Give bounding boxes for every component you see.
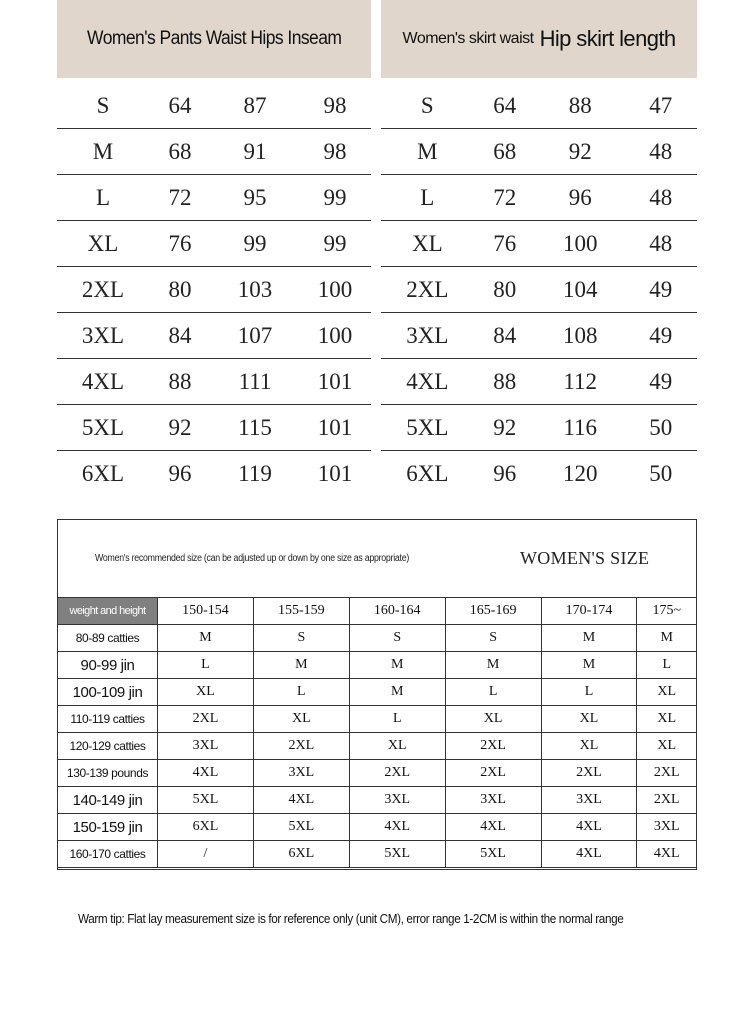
pants-size-row (57, 313, 371, 359)
pants-size-cell: 100 (299, 313, 371, 359)
recommended-size-cell: XL (637, 679, 697, 706)
height-range-header: 155-159 (253, 598, 349, 625)
pants-size-row (57, 359, 371, 405)
pants-size-cell: 101 (317, 460, 353, 486)
skirt-size-cell: 50 (625, 405, 697, 451)
pants-size-cell: 96 (168, 460, 192, 486)
skirt-size-cell: 72 (474, 175, 536, 221)
recommended-size-cell: 3XL (158, 733, 254, 760)
pants-size-cell: 88 (149, 359, 211, 405)
pants-size-cell: XL (57, 221, 149, 267)
pants-size-cell: 92 (149, 405, 211, 451)
weight-range-label: 120-129 catties (58, 733, 158, 760)
pants-size-cell: 76 (149, 221, 211, 267)
pants-size-header (57, 0, 371, 78)
weight-height-corner-label: weight and height (58, 598, 158, 625)
skirt-size-row (381, 359, 697, 405)
recommended-size-cell: 2XL (637, 787, 697, 814)
skirt-size-cell: 3XL (381, 313, 474, 359)
skirt-size-cell: 48 (625, 129, 697, 175)
pants-size-table (57, 83, 371, 496)
pants-size-cell: 84 (149, 313, 211, 359)
height-range-header: 165-169 (445, 598, 541, 625)
recommended-size-cell: M (541, 625, 637, 652)
recommended-size-cell: 5XL (253, 814, 349, 841)
pants-size-cell: 80 (149, 267, 211, 313)
skirt-size-cell: 100 (536, 221, 625, 267)
skirt-size-row (381, 451, 697, 497)
weight-range-label: 130-139 pounds (58, 760, 158, 787)
weight-range-label: 80-89 catties (58, 625, 158, 652)
skirt-size-cell: 84 (474, 313, 536, 359)
skirt-size-cell: 49 (625, 359, 697, 405)
skirt-size-cell: 64 (474, 83, 536, 129)
weight-range-label: 100-109 jin (58, 679, 158, 706)
pants-size-row (57, 405, 371, 451)
recommended-size-cell: M (541, 652, 637, 679)
skirt-size-cell: 5XL (381, 405, 474, 451)
skirt-size-cell: 96 (536, 175, 625, 221)
recommended-size-cell: 4XL (541, 814, 637, 841)
recommended-size-cell: 6XL (253, 841, 349, 868)
skirt-size-cell: 50 (649, 460, 673, 486)
weight-range-label: 160-170 catties (58, 841, 158, 868)
skirt-size-cell: 104 (536, 267, 625, 313)
skirt-size-cell: 49 (625, 267, 697, 313)
pants-size-cell: 101 (299, 359, 371, 405)
skirt-size-cell: 112 (536, 359, 625, 405)
skirt-size-cell: 120 (562, 460, 598, 486)
pants-size-cell: 99 (299, 221, 371, 267)
pants-size-cell: 3XL (57, 313, 149, 359)
pants-size-cell: 72 (149, 175, 211, 221)
recommended-size-cell: M (349, 679, 445, 706)
pants-size-cell: 101 (299, 405, 371, 451)
pants-size-row (57, 221, 371, 267)
pants-size-row (57, 129, 371, 175)
skirt-size-cell: M (381, 129, 474, 175)
recommended-size-cell: 4XL (541, 841, 637, 868)
recommended-size-cell: 4XL (637, 841, 697, 868)
skirt-size-row (381, 221, 697, 267)
recommended-size-cell: 2XL (637, 760, 697, 787)
skirt-size-cell: 92 (474, 405, 536, 451)
warm-tip-note: Warm tip: Flat lay measurement size is for reference only (unit CM), error range 1-2CM is within the normal range (78, 911, 624, 926)
pants-size-cell: 95 (211, 175, 299, 221)
recommended-size-cell: 3XL (445, 787, 541, 814)
skirt-size-cell: 2XL (381, 267, 474, 313)
height-range-header: 170-174 (541, 598, 637, 625)
pants-size-row (57, 175, 371, 221)
skirt-size-cell: 108 (536, 313, 625, 359)
skirt-size-cell: 96 (493, 460, 517, 486)
recommended-size-cell: 5XL (158, 787, 254, 814)
skirt-size-cell: S (381, 83, 474, 129)
recommended-size-cell: 2XL (349, 760, 445, 787)
weight-range-label: 90-99 jin (58, 652, 158, 679)
recommended-size-cell: 3XL (637, 814, 697, 841)
recommended-size-chart (57, 519, 697, 870)
recommended-size-cell: L (158, 652, 254, 679)
recommended-size-cell: 2XL (158, 706, 254, 733)
recommended-size-cell: 4XL (253, 787, 349, 814)
recommended-size-cell: S (349, 625, 445, 652)
pants-size-cell: L (57, 175, 149, 221)
weight-row (58, 706, 697, 733)
skirt-size-row (381, 267, 697, 313)
weight-row (58, 652, 697, 679)
pants-size-cell: 6XL (81, 460, 125, 486)
recommended-size-cell: XL (637, 706, 697, 733)
recommended-size-cell: 4XL (158, 760, 254, 787)
pants-size-cell: 4XL (57, 359, 149, 405)
skirt-size-cell: 116 (536, 405, 625, 451)
recommended-size-cell: XL (158, 679, 254, 706)
recommended-size-cell: XL (253, 706, 349, 733)
recommended-size-cell: XL (541, 706, 637, 733)
recommended-size-cell: M (445, 652, 541, 679)
skirt-size-row (381, 405, 697, 451)
skirt-size-cell: 47 (625, 83, 697, 129)
skirt-size-cell: 88 (536, 83, 625, 129)
weight-row (58, 814, 697, 841)
recommended-size-cell: 3XL (253, 760, 349, 787)
skirt-size-cell: 4XL (381, 359, 474, 405)
pants-size-cell: 98 (299, 83, 371, 129)
skirt-size-row (381, 129, 697, 175)
weight-range-label: 150-159 jin (58, 814, 158, 841)
recommended-size-cell: 4XL (349, 814, 445, 841)
recommended-size-cell: L (637, 652, 697, 679)
pants-size-cell: 115 (211, 405, 299, 451)
pants-size-cell: 91 (211, 129, 299, 175)
skirt-size-row (381, 83, 697, 129)
pants-size-cell: 119 (238, 460, 272, 486)
pants-size-cell: 87 (211, 83, 299, 129)
skirt-size-cell: 49 (625, 313, 697, 359)
recommended-size-cell: S (253, 625, 349, 652)
weight-row (58, 760, 697, 787)
pants-size-cell: 64 (149, 83, 211, 129)
recommended-size-cell: 6XL (158, 814, 254, 841)
recommended-size-table (57, 597, 697, 868)
skirt-size-row (381, 175, 697, 221)
recommended-size-cell: M (637, 625, 697, 652)
skirt-header-big-text: Hip skirt length (539, 26, 676, 51)
weight-row (58, 733, 697, 760)
pants-size-cell: 2XL (57, 267, 149, 313)
recommended-size-cell: XL (541, 733, 637, 760)
recommended-size-cell: 2XL (445, 733, 541, 760)
recommended-size-cell: M (253, 652, 349, 679)
height-range-header: 160-164 (349, 598, 445, 625)
weight-row (58, 841, 697, 868)
pants-size-cell: 99 (211, 221, 299, 267)
weight-row (58, 625, 697, 652)
recommended-size-cell: 2XL (253, 733, 349, 760)
pants-size-cell: 99 (299, 175, 371, 221)
pants-size-cell: 111 (211, 359, 299, 405)
pants-size-row (57, 267, 371, 313)
recommended-size-title: Women's recommended size (can be adjusted up or down by one size as appropriate) (95, 553, 410, 564)
weight-range-label: 110-119 catties (58, 706, 158, 733)
skirt-size-cell: 6XL (406, 460, 449, 486)
recommended-size-cell: XL (349, 733, 445, 760)
pants-size-cell: 5XL (57, 405, 149, 451)
recommended-size-cell: M (158, 625, 254, 652)
recommended-size-cell: L (349, 706, 445, 733)
skirt-size-cell: 88 (474, 359, 536, 405)
skirt-size-cell: XL (381, 221, 474, 267)
weight-row (58, 679, 697, 706)
recommended-size-cell: L (445, 679, 541, 706)
recommended-size-cell: 2XL (445, 760, 541, 787)
skirt-size-row (381, 313, 697, 359)
recommended-size-cell: L (253, 679, 349, 706)
height-range-header: 175~ (637, 598, 697, 625)
pants-size-cell: M (57, 129, 149, 175)
recommended-size-cell: 3XL (541, 787, 637, 814)
skirt-size-cell: 80 (474, 267, 536, 313)
skirt-size-cell: L (381, 175, 474, 221)
skirt-size-cell: 68 (474, 129, 536, 175)
recommended-size-cell: M (349, 652, 445, 679)
height-header-row (58, 598, 697, 625)
skirt-size-cell: 92 (536, 129, 625, 175)
recommended-size-cell: 4XL (445, 814, 541, 841)
pants-size-cell: 100 (299, 267, 371, 313)
recommended-size-cell: 2XL (541, 760, 637, 787)
pants-size-row (57, 83, 371, 129)
weight-row (58, 787, 697, 814)
pants-size-cell: 98 (299, 129, 371, 175)
recommended-size-cell: XL (637, 733, 697, 760)
skirt-size-cell: 48 (625, 221, 697, 267)
pants-size-cell: 103 (211, 267, 299, 313)
recommended-size-cell: 5XL (445, 841, 541, 868)
skirt-size-cell: 48 (625, 175, 697, 221)
skirt-size-table (381, 83, 697, 496)
weight-range-label: 140-149 jin (58, 787, 158, 814)
recommended-size-cell: 3XL (349, 787, 445, 814)
recommended-size-cell: S (445, 625, 541, 652)
recommended-size-cell: 5XL (349, 841, 445, 868)
pants-size-row (57, 451, 371, 497)
pants-size-cell: 68 (149, 129, 211, 175)
recommended-size-cell: XL (445, 706, 541, 733)
height-range-header: 150-154 (158, 598, 254, 625)
pants-size-cell: S (57, 83, 149, 129)
skirt-header-small-text: Women's skirt waist (402, 30, 534, 47)
womens-size-heading: WOMEN'S SIZE (520, 548, 650, 568)
recommended-size-cell: L (541, 679, 637, 706)
skirt-size-header (381, 0, 697, 78)
pants-header-text: Women's Pants Waist Hips Inseam (86, 28, 342, 49)
pants-size-cell: 107 (211, 313, 299, 359)
skirt-size-cell: 76 (474, 221, 536, 267)
recommended-size-cell: / (158, 841, 254, 868)
